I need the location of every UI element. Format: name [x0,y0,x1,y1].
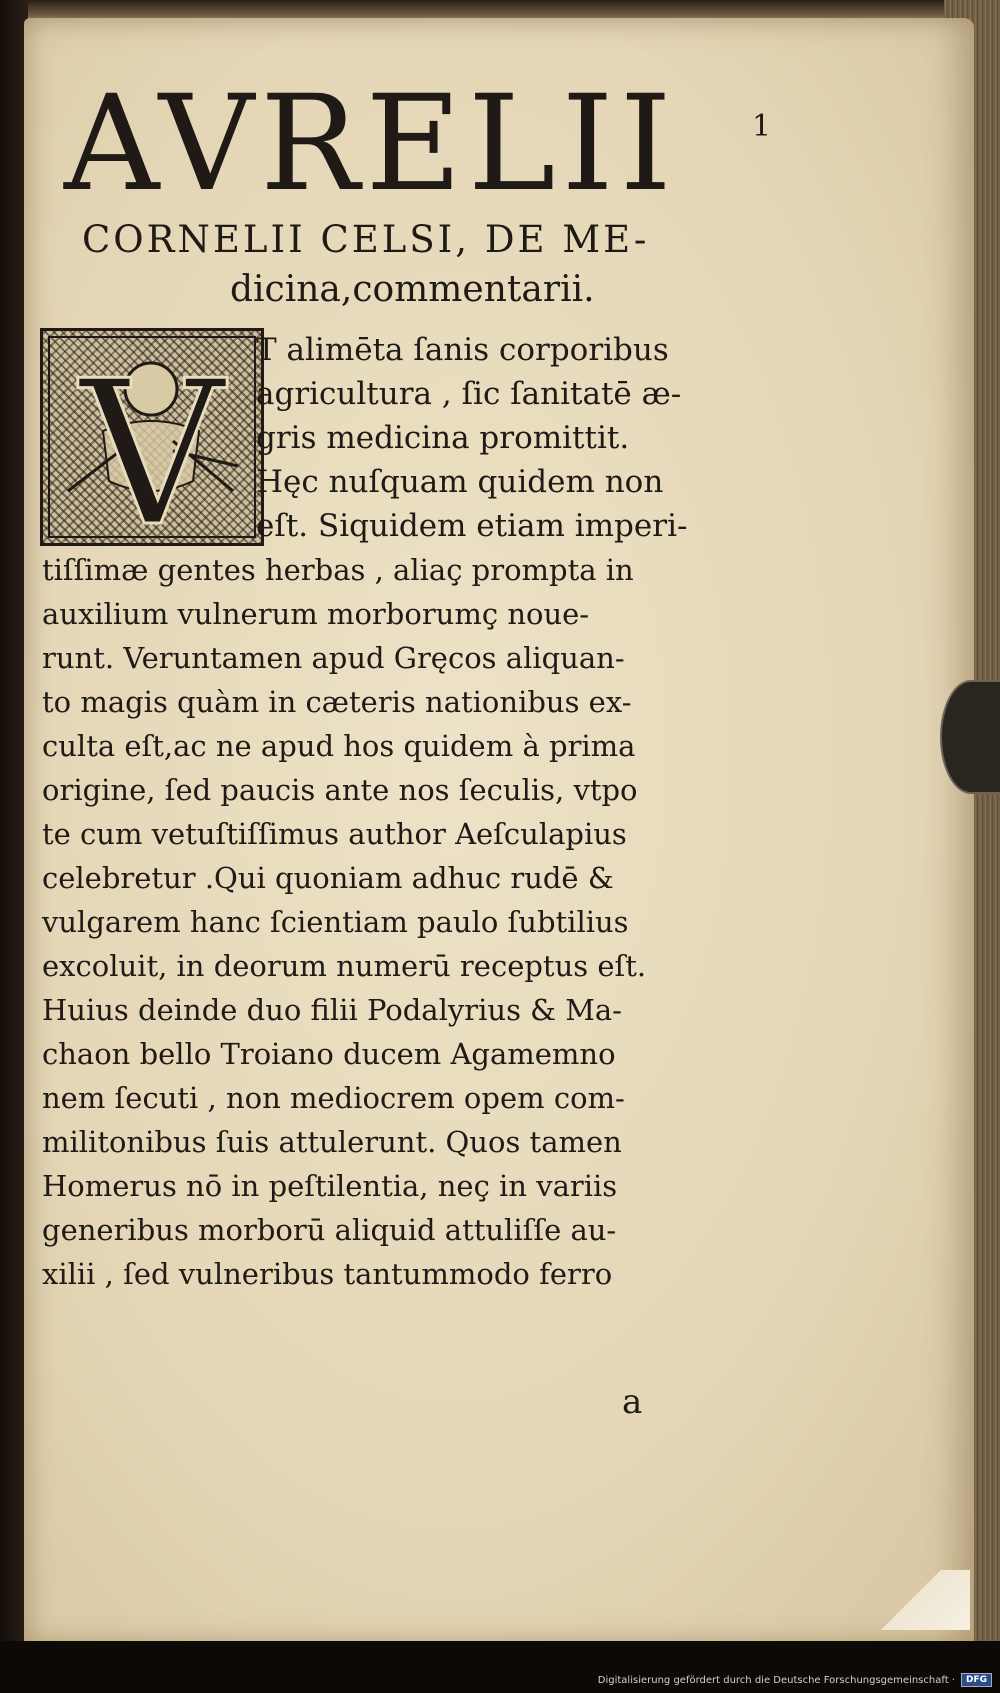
body-line: xilii , ſed vulneribus tantummodo ferro [42,1257,613,1291]
page-corner-fold [880,1570,970,1630]
body-line: agricultura , ſic ſanitatē æ- [256,376,682,412]
decorated-initial [40,328,264,546]
digitization-credit [598,1671,992,1689]
body-line: te cum vetuſtiſſimus author Aeſculapius [42,817,627,851]
body-line: T alimēta ſanis corporibus [256,332,669,368]
body-line: runt. Veruntamen apud Gręcos aliquan- [42,641,625,675]
body-line: auxilium vulnerum morborumç̧ noue- [42,597,590,631]
body-line: militonibus ſuis attulerunt. Quos tamen [42,1125,622,1159]
body-line: excoluit, in deorum numerū receptus eſt. [42,949,647,983]
body-line: eſt. Siquidem etiam imperi- [256,508,688,544]
page-title: AVRELII [64,67,678,221]
body-line: generibus morborū aliquid attuliſſe au- [42,1213,617,1247]
body-line: Hęc nuſquam quidem non [256,464,664,500]
body-line: to magis quàm in cæteris nationibus ex- [42,685,632,719]
signature-mark: a [622,1382,643,1422]
subtitle-line-1: CORNELII CELSI, DE ME- [82,218,650,261]
body-line: nem ſecuti , non mediocrem opem com- [42,1081,625,1115]
initial-letter: V [79,338,225,543]
body-line: tiſſimæ gentes herbas , aliaç̧ prompta in [42,553,634,587]
body-line: gris medicina promittit. [256,420,630,456]
body-line: vulgarem hanc ſcientiam paulo ſubtilius [42,905,629,939]
body-line: Homerus nō in peſtilentia, neç̧ in variis [42,1169,618,1203]
bookmark-tab [940,680,1000,794]
body-line: celebretur .Qui quoniam adhuc rudē & [42,861,614,895]
page-marker: 1 [752,109,772,144]
decorated-initial-artwork [43,331,261,543]
body-line: Huius deinde duo filii Podalyrius & Ma- [42,993,622,1027]
subtitle-line-2: dicina,commentarii. [230,269,595,310]
body-line: origine, ſed paucis ante nos ſeculis, vtpo [42,773,638,807]
body-line: culta eſt,ac ne apud hos quidem à prima [42,729,636,763]
credit-text: Digitalisierung gefördert durch die Deutsche Forschungsgemeinschaft · [597,1674,955,1686]
body-line: chaon bello Troiano ducem Agamemno [42,1037,616,1071]
dfg-logo: DFG [961,1673,992,1687]
